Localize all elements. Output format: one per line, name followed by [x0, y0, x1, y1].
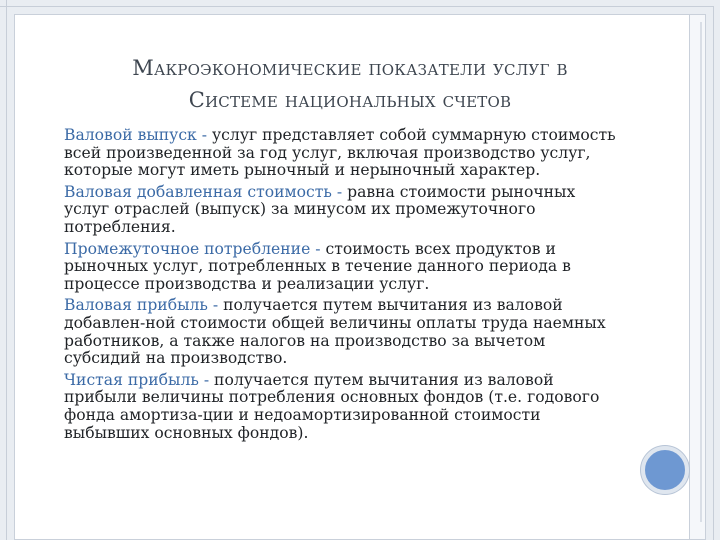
frame-left-line — [6, 0, 7, 540]
strip-divider — [700, 22, 702, 522]
title-line-1: Макроэкономические показатели услуг в — [132, 56, 568, 80]
definition-text: получается путем вычитания из валовой прибыли величины потребления основных фондов (т.е. годового фонда амортиза-ции и недоамортизированной стоимости выбывших основных фондов). — [64, 370, 600, 442]
paragraph-gross-profit — [64, 297, 624, 367]
definition-text: получается путем вычитания из валовой добавлен-ной стоимости общей величины оплаты труда наемных работников, а также налогов на производство за вычетом субсидий на производство. — [64, 296, 606, 368]
term-label: Промежуточное потребление - — [64, 239, 321, 258]
definition-text: равна стоимости рыночных услуг отраслей (выпуск) за минусом их промежуточного потребления. — [64, 182, 576, 236]
slide-right-strip — [690, 14, 706, 540]
frame-right-line — [713, 6, 714, 540]
term-label: Валовая добавленная стоимость - — [64, 182, 343, 201]
definition-text: стоимость всех продуктов и рыночных услуг, потребленных в течение данного периода в процессе производства и реализации услуг. — [64, 239, 571, 293]
paragraph-net-profit — [64, 372, 624, 442]
term-label: Чистая прибыль - — [64, 370, 210, 389]
paragraph-gross-value-added — [64, 184, 624, 237]
slide-title — [70, 52, 630, 116]
title-line-2: Системе национальных счетов — [188, 88, 512, 112]
term-label: Валовой выпуск - — [64, 126, 208, 144]
slide-body — [64, 127, 624, 446]
decorative-circle — [641, 446, 689, 494]
frame-top-line — [0, 6, 714, 7]
definition-text: услуг представляет собой суммарную стоимость всей произведенной за год услуг, включая производство услуг, которые могут иметь рыночный и нерыночный характер. — [64, 126, 616, 180]
paragraph-intermediate-consumption — [64, 241, 624, 294]
term-label: Валовая прибыль - — [64, 296, 219, 315]
paragraph-gross-output — [64, 127, 624, 180]
